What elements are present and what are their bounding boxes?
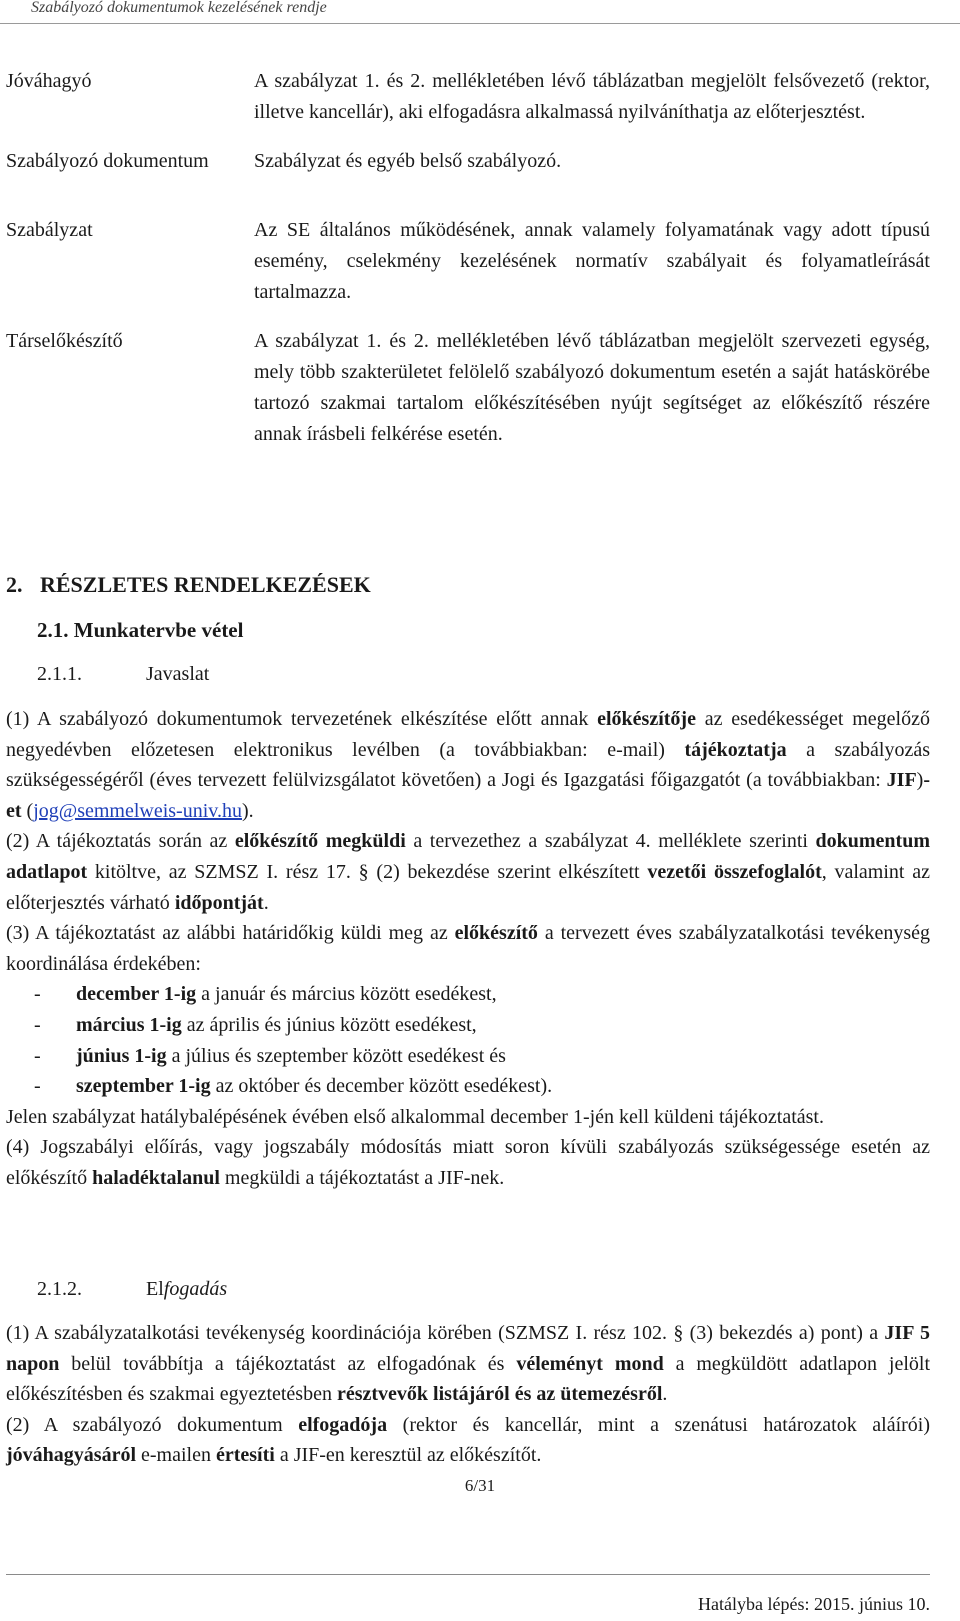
definition-term: Társelőkészítő [6, 330, 123, 352]
footer-divider [6, 1574, 930, 1575]
definition-term: Jóváhagyó [6, 70, 92, 92]
subsubsection-title-plain: El [146, 1278, 164, 1300]
paragraph: (1) A szabályozó dokumentumok tervezetének elkészítése előtt annak előkészítője az esedékességet megelőző negyedévben előzetesen elektronikus levélben (a továbbiakban: e-mail) tájékoztatja a szabályozás szükségességéről (éves tervezett felülvizsgálatot követően) a Jogi és Igazgatási főigazgatót (a továbbiakban: JIF)-et (jog@semmelweis-univ.hu). [6, 708, 930, 822]
definition-row [6, 326, 930, 450]
definition-term: Szabályozó dokumentum [6, 150, 209, 172]
definition-row [6, 66, 930, 128]
list-item: - december 1-ig a január és március között esedékest, [34, 983, 497, 1006]
definitions-list [6, 66, 930, 450]
definition-text: Az SE általános működésének, annak valamely folyamatának vagy adott típusú esemény, cselekmény kezelésének normatív szabályait és folyamatleírását tartalmazza. [254, 219, 930, 303]
subsection-heading [37, 616, 243, 644]
list-item: - június 1-ig a július és szeptember között esedékest és [34, 1044, 506, 1067]
section-heading [6, 571, 371, 599]
elfogadas-body [6, 1318, 930, 1471]
running-header-title: Szabályozó dokumentumok kezelésének rendje [31, 0, 327, 16]
subsection-number: 2.1. [37, 618, 69, 642]
paragraph: (2) A szabályozó dokumentum elfogadója (rektor és kancellár, mint a szenátusi határozatok aláírói) jóváhagyásáról e-mailen értesíti a JIF-en keresztül az előkészítőt. [6, 1413, 931, 1467]
subsubsection-title-italic: fogadás [163, 1278, 228, 1300]
running-header [0, 0, 960, 24]
paragraph: (4) Jogszabályi előírás, vagy jogszabály módosítás miatt soron kívüli szabályozás szükségessége esetén az előkészítő haladéktalanul megküldi a tájékoztatást a JIF-nek. [6, 1136, 930, 1189]
definition-text: A szabályzat 1. és 2. mellékletében lévő táblázatban megjelölt felsővezető (rektor, illetve kancellár), aki elfogadásra alkalmassá nyilváníthatja az előterjesztést. [254, 70, 930, 123]
paragraph: (3) A tájékoztatást az alábbi határidőkig küldi meg az előkészítő a tervezett éves szabályzatalkotási tevékenység koordinálása érdekében: [6, 922, 931, 975]
subsubsection-number: 2.1.1. [37, 663, 82, 685]
definition-term: Szabályzat [6, 219, 93, 241]
definition-row [6, 215, 930, 308]
subsection-title: Munkatervbe vétel [73, 618, 244, 642]
list-item: - március 1-ig az április és június között esedékest, [34, 1013, 477, 1036]
page-number: 6/31 [464, 1476, 496, 1495]
paragraph: Jelen szabályzat hatálybalépésének évében első alkalommal december 1-jén kell küldeni tájékoztatást. [6, 1105, 824, 1128]
paragraph: (2) A tájékoztatás során az előkészítő megküldi a tervezethez a szabályzat 4. melléklete szerinti dokumentum adatlapot kitöltve, az SZMSZ I. rész 17. § (2) bekezdése szerint elkészített vezetői összefoglalót, valamint az előterjesztés várható időpontját. [6, 830, 930, 914]
section-number: 2. [6, 572, 23, 597]
javaslat-body [6, 704, 930, 1194]
definition-row [6, 146, 930, 177]
paragraph: (1) A szabályzatalkotási tevékenység koordinációja körében (SZMSZ I. rész 102. § (3) bekezdés a) pont) a JIF 5 napon belül továbbítja a tájékoztatást az elfogadónak és véleményt mond a megküldött adatlapon jelölt előkészítésben és szakmai egyeztetésben résztvevők listájáról és az ütemezésről. [6, 1322, 931, 1406]
section-title: RÉSZLETES RENDELKEZÉSEK [40, 572, 371, 597]
list-item: - szeptember 1-ig az október és december között esedékest). [34, 1075, 553, 1098]
definition-text: A szabályzat 1. és 2. mellékletében lévő táblázatban megjelölt szervezeti egység, mely több szakterületet felölelő szabályozó dokumentum esetén a saját hatáskörébe tartozó szakmai tartalom előkészítésében nyújt segítséget az előkészítő részére annak írásbeli felkérése esetén. [254, 330, 930, 445]
subsubsection-number: 2.1.2. [37, 1278, 82, 1300]
definition-text: Szabályzat és egyéb belső szabályozó. [254, 150, 562, 172]
email-link[interactable]: jog@semmelweis-univ.hu [33, 799, 242, 822]
effective-date: Hatályba lépés: 2015. június 10. [698, 1594, 930, 1614]
subsubsection-title: Javaslat [146, 663, 210, 685]
subsubsection-heading [37, 660, 209, 688]
subsubsection-heading [37, 1275, 227, 1303]
